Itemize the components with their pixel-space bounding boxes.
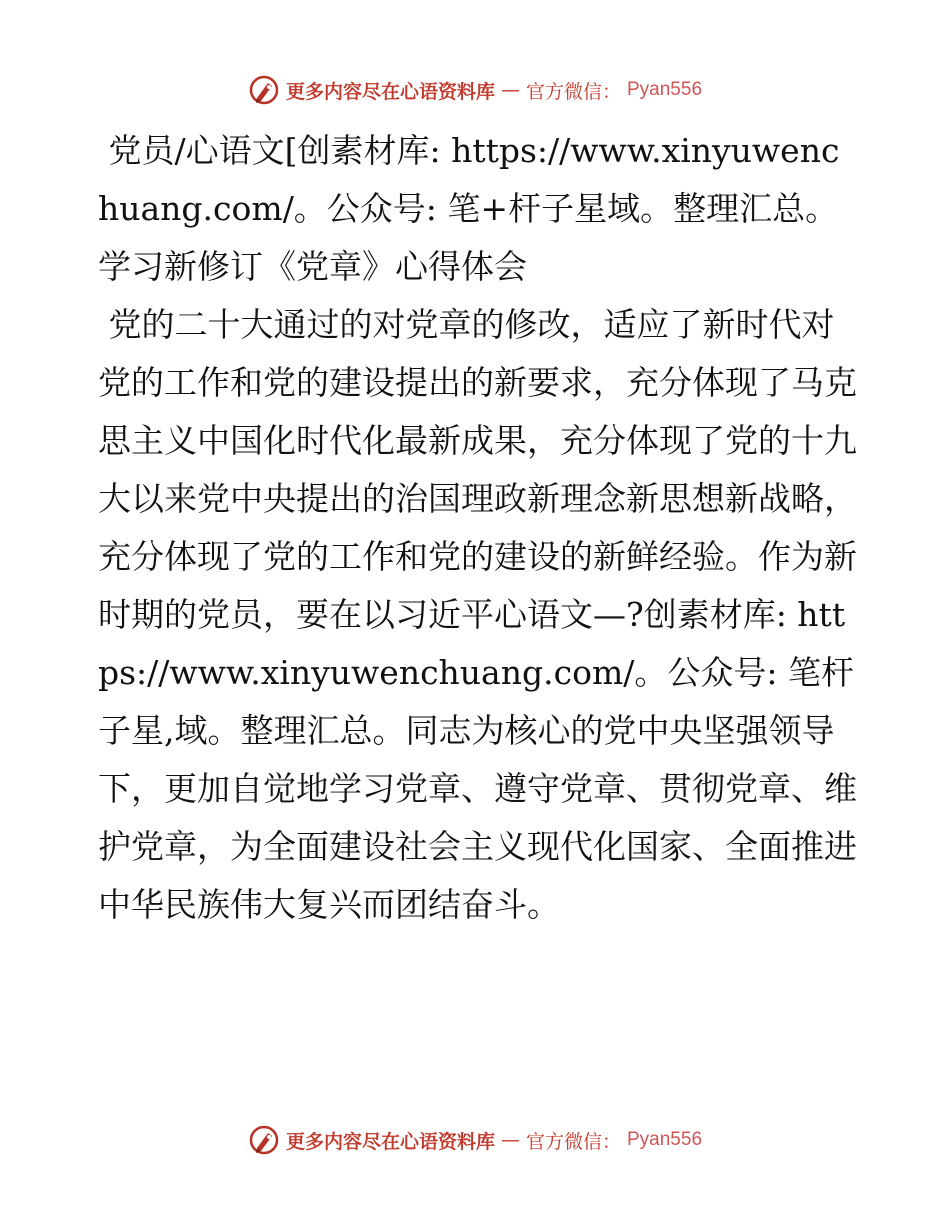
watermark-brand-text: 更多内容尽在心语资料库 bbox=[285, 80, 495, 103]
header-watermark bbox=[0, 72, 950, 108]
footer-watermark bbox=[0, 1122, 950, 1158]
paragraph-title: 党员/心语文[创素材库: https://www.xinyuwenchuang.com/。公众号: 笔+杆子星域。整理汇总。学习新修订《党章》心得体会 bbox=[98, 131, 840, 286]
watermark-separator: — bbox=[500, 79, 520, 101]
watermark-brand-text: 更多内容尽在心语资料库 bbox=[285, 1130, 495, 1153]
watermark-separator: — bbox=[500, 1129, 520, 1151]
pen-logo-icon bbox=[248, 74, 280, 106]
watermark-wechat-label: 官方微信： bbox=[525, 80, 621, 103]
pen-logo-icon bbox=[248, 1124, 280, 1156]
watermark-wechat-id: Pyan556 bbox=[627, 79, 703, 100]
watermark-wechat-label: 官方微信： bbox=[525, 1130, 621, 1153]
document-body bbox=[98, 122, 858, 934]
paragraph-body: 党的二十大通过的对党章的修改，适应了新时代对党的工作和党的建设提出的新要求，充分体现了马克思主义中国化时代化最新成果，充分体现了党的十九大以来党中央提出的治国理政新理念新思想新战略，充分体现了党的工作和党的建设的新鲜经验。作为新时期的党员，要在以习近平心语文—?创素材库: https://www.xinyuwenchuang.com/。公众号: 笔杆子星,域。整理汇总。同志为核心的党中央坚强领导下，更加自觉地学习党章、遵守党章、贯彻党章、维护党章，为全面建设社会主义现代化国家、全面推进中华民族伟大复兴而团结奋斗。 bbox=[98, 305, 857, 924]
watermark-wechat-id: Pyan556 bbox=[627, 1129, 703, 1150]
